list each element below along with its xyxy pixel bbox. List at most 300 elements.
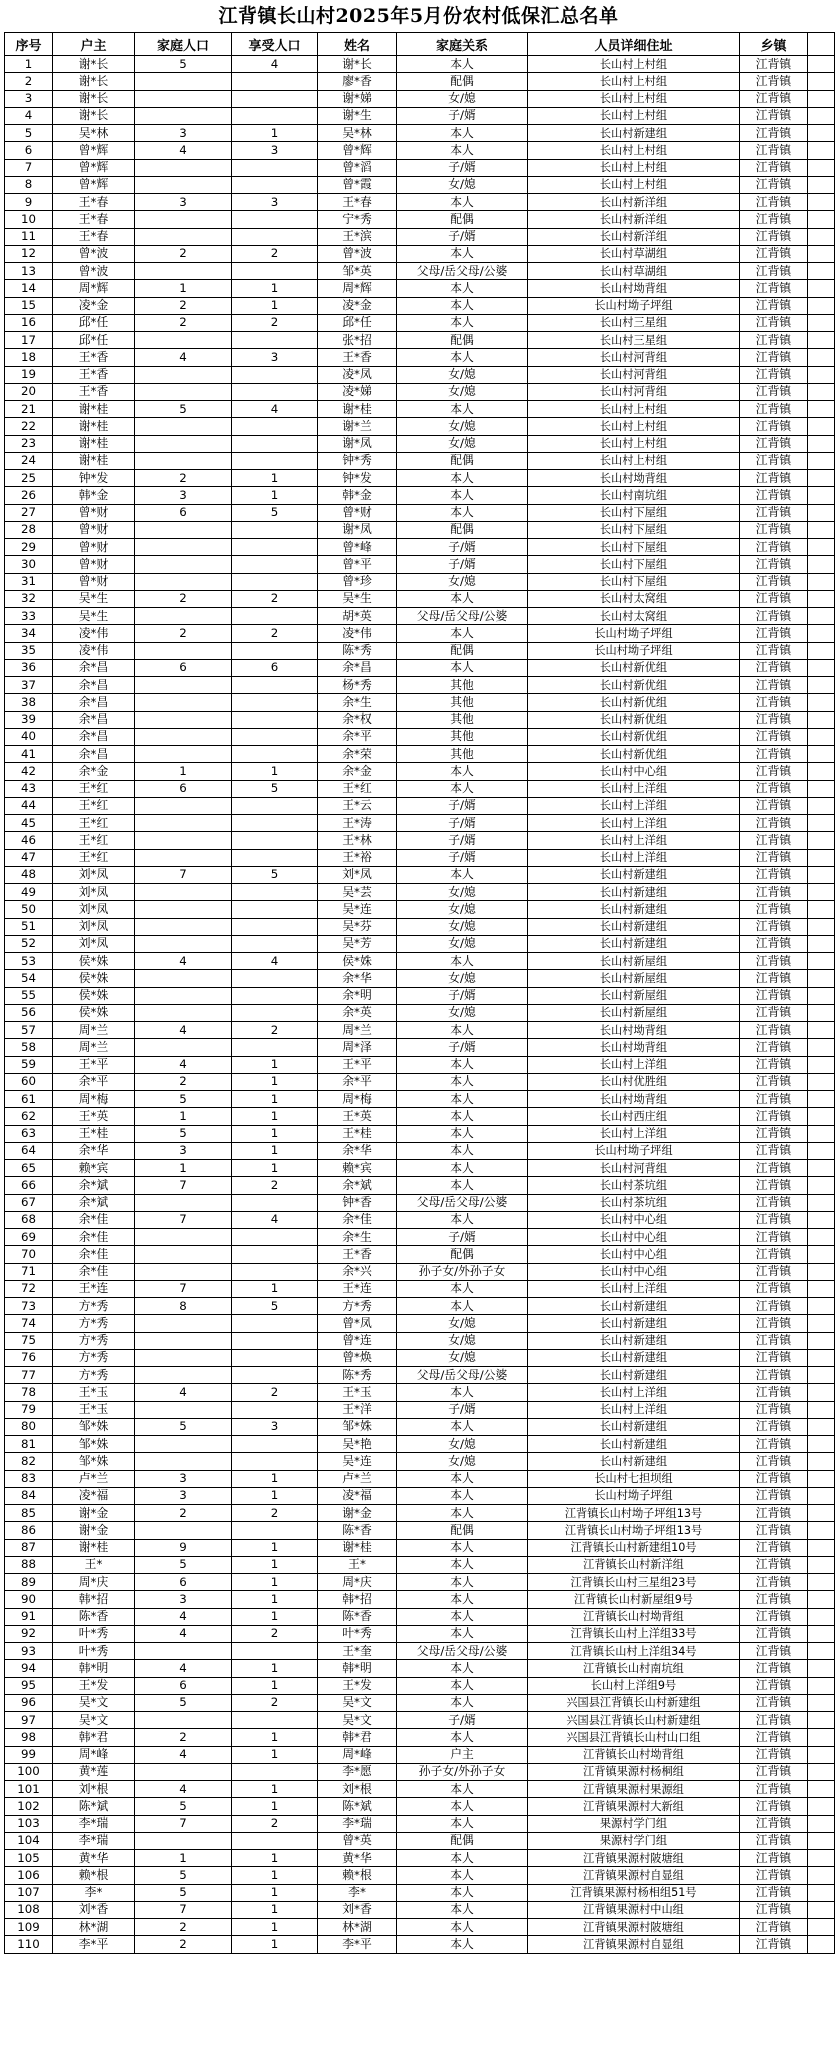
header-index: 序号 [5, 33, 53, 56]
cell-relation: 女/媳 [397, 1332, 528, 1349]
cell-relation: 本人 [397, 1280, 528, 1297]
cell-town: 江背镇 [740, 1142, 808, 1159]
cell-benefit-size: 1 [232, 487, 318, 504]
cell-relation: 本人 [397, 1591, 528, 1608]
cell-blank [808, 1211, 835, 1228]
cell-index: 109 [5, 1919, 53, 1936]
cell-name: 王*奎 [318, 1643, 397, 1660]
cell-benefit-size: 2 [232, 1694, 318, 1711]
cell-index: 19 [5, 366, 53, 383]
cell-benefit-size [232, 797, 318, 814]
cell-index: 32 [5, 590, 53, 607]
cell-name: 余*平 [318, 728, 397, 745]
cell-benefit-size [232, 211, 318, 228]
cell-index: 36 [5, 659, 53, 676]
cell-householder: 曾*财 [53, 539, 135, 556]
table-row [5, 1315, 835, 1332]
cell-blank [808, 56, 835, 73]
cell-town: 江背镇 [740, 452, 808, 469]
cell-family-size: 7 [135, 1901, 232, 1918]
cell-index: 69 [5, 1229, 53, 1246]
cell-name: 凌*金 [318, 297, 397, 314]
table-row [5, 1815, 835, 1832]
cell-householder: 王*春 [53, 228, 135, 245]
cell-householder: 卢*兰 [53, 1470, 135, 1487]
cell-address: 果源村学门组 [528, 1815, 740, 1832]
cell-name: 谢*桂 [318, 401, 397, 418]
cell-address: 长山村下屋组 [528, 521, 740, 538]
cell-town: 江背镇 [740, 194, 808, 211]
cell-address: 长山村三星组 [528, 332, 740, 349]
cell-index: 92 [5, 1625, 53, 1642]
cell-address: 长山村下屋组 [528, 556, 740, 573]
cell-householder: 王*连 [53, 1280, 135, 1297]
cell-town: 江背镇 [740, 694, 808, 711]
cell-town: 江背镇 [740, 970, 808, 987]
cell-town: 江背镇 [740, 849, 808, 866]
cell-town: 江背镇 [740, 1677, 808, 1694]
cell-relation: 子/婿 [397, 832, 528, 849]
header-relation: 家庭关系 [397, 33, 528, 56]
cell-family-size [135, 228, 232, 245]
header-row [5, 33, 835, 56]
cell-blank [808, 1832, 835, 1849]
cell-family-size: 9 [135, 1539, 232, 1556]
cell-address: 长山村上村组 [528, 159, 740, 176]
cell-householder: 曾*财 [53, 556, 135, 573]
cell-address: 长山村上洋组9号 [528, 1677, 740, 1694]
table-row [5, 884, 835, 901]
cell-index: 16 [5, 314, 53, 331]
table-row [5, 452, 835, 469]
cell-address: 长山村新建组 [528, 901, 740, 918]
cell-name: 王*云 [318, 797, 397, 814]
cell-family-size [135, 435, 232, 452]
cell-address: 长山村茶坑组 [528, 1194, 740, 1211]
cell-blank [808, 1556, 835, 1573]
cell-town: 江背镇 [740, 573, 808, 590]
cell-benefit-size [232, 677, 318, 694]
cell-householder: 谢*桂 [53, 435, 135, 452]
cell-relation: 女/媳 [397, 1436, 528, 1453]
cell-benefit-size [232, 1712, 318, 1729]
cell-town: 江背镇 [740, 642, 808, 659]
cell-householder: 谢*金 [53, 1505, 135, 1522]
cell-relation: 配偶 [397, 1246, 528, 1263]
cell-town: 江背镇 [740, 1660, 808, 1677]
cell-blank [808, 1073, 835, 1090]
cell-name: 谢*桂 [318, 1539, 397, 1556]
cell-address: 长山村草湖组 [528, 263, 740, 280]
cell-benefit-size [232, 435, 318, 452]
cell-benefit-size: 2 [232, 590, 318, 607]
cell-householder: 余*佳 [53, 1246, 135, 1263]
cell-family-size: 3 [135, 1142, 232, 1159]
cell-name: 曾*凤 [318, 1315, 397, 1332]
cell-relation: 女/媳 [397, 176, 528, 193]
cell-benefit-size [232, 1436, 318, 1453]
cell-householder: 周*兰 [53, 1039, 135, 1056]
table-row [5, 176, 835, 193]
cell-town: 江背镇 [740, 780, 808, 797]
cell-name: 吴*艳 [318, 1436, 397, 1453]
cell-blank [808, 211, 835, 228]
cell-benefit-size: 1 [232, 1108, 318, 1125]
cell-relation: 本人 [397, 1125, 528, 1142]
cell-householder: 王*春 [53, 211, 135, 228]
cell-family-size [135, 418, 232, 435]
table-row [5, 1746, 835, 1763]
cell-town: 江背镇 [740, 1505, 808, 1522]
cell-town: 江背镇 [740, 125, 808, 142]
cell-index: 44 [5, 797, 53, 814]
table-row [5, 987, 835, 1004]
cell-name: 吴*连 [318, 1453, 397, 1470]
cell-benefit-size [232, 418, 318, 435]
table-row [5, 1625, 835, 1642]
cell-name: 曾*平 [318, 556, 397, 573]
cell-index: 1 [5, 56, 53, 73]
cell-family-size [135, 383, 232, 400]
cell-relation: 父母/岳父母/公婆 [397, 263, 528, 280]
table-row [5, 1384, 835, 1401]
cell-name: 余*佳 [318, 1211, 397, 1228]
cell-family-size [135, 107, 232, 124]
table-row [5, 90, 835, 107]
cell-relation: 本人 [397, 142, 528, 159]
cell-householder: 曾*辉 [53, 142, 135, 159]
cell-blank [808, 1229, 835, 1246]
cell-address: 江背镇长山村三星组23号 [528, 1574, 740, 1591]
cell-family-size: 3 [135, 125, 232, 142]
cell-town: 江背镇 [740, 401, 808, 418]
cell-name: 王*香 [318, 1246, 397, 1263]
cell-relation: 本人 [397, 1884, 528, 1901]
cell-address: 长山村新建组 [528, 1298, 740, 1315]
cell-blank [808, 677, 835, 694]
cell-blank [808, 1315, 835, 1332]
table-row [5, 953, 835, 970]
cell-name: 曾*波 [318, 245, 397, 262]
cell-benefit-size [232, 987, 318, 1004]
cell-benefit-size [232, 1315, 318, 1332]
cell-benefit-size: 1 [232, 763, 318, 780]
cell-householder: 余*华 [53, 1142, 135, 1159]
cell-name: 余*生 [318, 694, 397, 711]
cell-householder: 曾*财 [53, 504, 135, 521]
cell-index: 77 [5, 1367, 53, 1384]
cell-index: 26 [5, 487, 53, 504]
cell-index: 99 [5, 1746, 53, 1763]
cell-blank [808, 728, 835, 745]
cell-relation: 本人 [397, 1177, 528, 1194]
cell-name: 曾*珍 [318, 573, 397, 590]
cell-family-size: 5 [135, 1867, 232, 1884]
table-row [5, 711, 835, 728]
cell-index: 48 [5, 866, 53, 883]
cell-blank [808, 901, 835, 918]
cell-name: 韩*明 [318, 1660, 397, 1677]
cell-blank [808, 297, 835, 314]
cell-town: 江背镇 [740, 1574, 808, 1591]
cell-blank [808, 314, 835, 331]
table-row [5, 1919, 835, 1936]
cell-householder: 吴*林 [53, 125, 135, 142]
cell-address: 兴国县江背镇长山村山口组 [528, 1729, 740, 1746]
cell-blank [808, 1177, 835, 1194]
cell-relation: 女/媳 [397, 918, 528, 935]
cell-index: 31 [5, 573, 53, 590]
cell-family-size: 4 [135, 1056, 232, 1073]
cell-name: 黄*华 [318, 1850, 397, 1867]
cell-index: 55 [5, 987, 53, 1004]
cell-householder: 邹*姝 [53, 1418, 135, 1435]
cell-address: 长山村上村组 [528, 452, 740, 469]
cell-address: 江背镇果源村陂塘组 [528, 1850, 740, 1867]
cell-address: 长山村南坑组 [528, 487, 740, 504]
cell-address: 长山村坳背组 [528, 280, 740, 297]
cell-town: 江背镇 [740, 1798, 808, 1815]
cell-relation: 配偶 [397, 521, 528, 538]
cell-householder: 刘*凤 [53, 901, 135, 918]
cell-town: 江背镇 [740, 73, 808, 90]
cell-name: 陈*秀 [318, 642, 397, 659]
cell-blank [808, 487, 835, 504]
cell-family-size: 3 [135, 1470, 232, 1487]
cell-relation: 配偶 [397, 332, 528, 349]
cell-town: 江背镇 [740, 159, 808, 176]
table-row [5, 780, 835, 797]
cell-blank [808, 1677, 835, 1694]
cell-name: 王*洋 [318, 1401, 397, 1418]
cell-relation: 子/婿 [397, 107, 528, 124]
cell-town: 江背镇 [740, 625, 808, 642]
cell-family-size: 2 [135, 470, 232, 487]
cell-householder: 方*秀 [53, 1349, 135, 1366]
cell-name: 周*兰 [318, 1022, 397, 1039]
cell-address: 长山村中心组 [528, 1263, 740, 1280]
cell-blank [808, 452, 835, 469]
table-row [5, 797, 835, 814]
cell-family-size: 7 [135, 866, 232, 883]
cell-index: 57 [5, 1022, 53, 1039]
cell-address: 长山村优胜组 [528, 1073, 740, 1090]
cell-relation: 配偶 [397, 1522, 528, 1539]
cell-blank [808, 176, 835, 193]
cell-town: 江背镇 [740, 1280, 808, 1297]
table-row [5, 1470, 835, 1487]
table-row [5, 418, 835, 435]
cell-relation: 本人 [397, 1798, 528, 1815]
table-row [5, 1884, 835, 1901]
cell-householder: 谢*金 [53, 1522, 135, 1539]
cell-blank [808, 1781, 835, 1798]
table-row [5, 1781, 835, 1798]
cell-benefit-size: 1 [232, 1160, 318, 1177]
cell-address: 长山村新洋组 [528, 228, 740, 245]
cell-name: 邹*姝 [318, 1418, 397, 1435]
cell-index: 53 [5, 953, 53, 970]
cell-relation: 子/婿 [397, 1401, 528, 1418]
cell-name: 余*昌 [318, 659, 397, 676]
cell-address: 长山村坳背组 [528, 1022, 740, 1039]
cell-family-size: 3 [135, 194, 232, 211]
cell-name: 王*红 [318, 780, 397, 797]
cell-town: 江背镇 [740, 470, 808, 487]
cell-blank [808, 1367, 835, 1384]
cell-benefit-size: 1 [232, 1884, 318, 1901]
cell-family-size [135, 556, 232, 573]
cell-index: 50 [5, 901, 53, 918]
cell-family-size: 6 [135, 1677, 232, 1694]
cell-householder: 邹*姝 [53, 1453, 135, 1470]
cell-name: 余*明 [318, 987, 397, 1004]
cell-family-size [135, 90, 232, 107]
cell-benefit-size [232, 1039, 318, 1056]
cell-address: 兴国县江背镇长山村新建组 [528, 1712, 740, 1729]
cell-relation: 女/媳 [397, 970, 528, 987]
cell-householder: 余*平 [53, 1073, 135, 1090]
cell-name: 余*生 [318, 1229, 397, 1246]
cell-name: 赖*根 [318, 1867, 397, 1884]
cell-index: 83 [5, 1470, 53, 1487]
cell-index: 105 [5, 1850, 53, 1867]
cell-name: 李* [318, 1884, 397, 1901]
cell-relation: 父母/岳父母/公婆 [397, 608, 528, 625]
cell-name: 王*发 [318, 1677, 397, 1694]
cell-address: 长山村新建组 [528, 125, 740, 142]
cell-name: 陈*秀 [318, 1367, 397, 1384]
cell-address: 长山村上洋组 [528, 1401, 740, 1418]
cell-address: 长山村上洋组 [528, 1056, 740, 1073]
table-row [5, 1591, 835, 1608]
cell-address: 长山村西庄组 [528, 1108, 740, 1125]
cell-benefit-size [232, 1643, 318, 1660]
cell-householder: 王*红 [53, 797, 135, 814]
cell-relation: 配偶 [397, 1832, 528, 1849]
table-row [5, 1039, 835, 1056]
cell-index: 39 [5, 711, 53, 728]
cell-town: 江背镇 [740, 1901, 808, 1918]
cell-householder: 侯*姝 [53, 987, 135, 1004]
cell-benefit-size [232, 332, 318, 349]
cell-address: 长山村下屋组 [528, 573, 740, 590]
cell-blank [808, 1522, 835, 1539]
cell-town: 江背镇 [740, 1229, 808, 1246]
cell-index: 12 [5, 245, 53, 262]
cell-householder: 王*英 [53, 1108, 135, 1125]
cell-family-size [135, 521, 232, 538]
table-row [5, 1763, 835, 1780]
cell-relation: 女/媳 [397, 1315, 528, 1332]
cell-benefit-size: 2 [232, 1505, 318, 1522]
cell-householder: 吴*文 [53, 1712, 135, 1729]
cell-relation: 本人 [397, 1487, 528, 1504]
cell-index: 89 [5, 1574, 53, 1591]
cell-name: 王*春 [318, 194, 397, 211]
cell-index: 3 [5, 90, 53, 107]
cell-name: 韩*君 [318, 1729, 397, 1746]
cell-family-size [135, 815, 232, 832]
cell-family-size: 5 [135, 56, 232, 73]
cell-index: 29 [5, 539, 53, 556]
cell-blank [808, 797, 835, 814]
cell-relation: 其他 [397, 694, 528, 711]
cell-relation: 本人 [397, 625, 528, 642]
table-row [5, 1643, 835, 1660]
cell-blank [808, 1022, 835, 1039]
cell-relation: 本人 [397, 314, 528, 331]
cell-name: 卢*兰 [318, 1470, 397, 1487]
cell-name: 余*华 [318, 1142, 397, 1159]
cell-index: 10 [5, 211, 53, 228]
table-row [5, 1073, 835, 1090]
cell-blank [808, 1763, 835, 1780]
cell-name: 方*秀 [318, 1298, 397, 1315]
cell-family-size [135, 797, 232, 814]
cell-benefit-size [232, 694, 318, 711]
cell-householder: 刘*凤 [53, 918, 135, 935]
cell-address: 江背镇果源村杨桐组 [528, 1763, 740, 1780]
cell-householder: 刘*凤 [53, 935, 135, 952]
table-row [5, 1263, 835, 1280]
cell-blank [808, 1574, 835, 1591]
cell-family-size [135, 1643, 232, 1660]
cell-blank [808, 90, 835, 107]
cell-family-size: 3 [135, 1591, 232, 1608]
cell-householder: 钟*发 [53, 470, 135, 487]
cell-benefit-size: 2 [232, 1384, 318, 1401]
cell-family-size: 6 [135, 780, 232, 797]
cell-town: 江背镇 [740, 539, 808, 556]
cell-index: 22 [5, 418, 53, 435]
cell-blank [808, 401, 835, 418]
cell-address: 长山村上村组 [528, 418, 740, 435]
cell-householder: 曾*波 [53, 245, 135, 262]
cell-name: 曾*峰 [318, 539, 397, 556]
cell-town: 江背镇 [740, 1177, 808, 1194]
table-row [5, 1487, 835, 1504]
cell-name: 李*瑞 [318, 1815, 397, 1832]
cell-address: 长山村新建组 [528, 918, 740, 935]
cell-householder: 余*金 [53, 763, 135, 780]
table-row [5, 1608, 835, 1625]
cell-town: 江背镇 [740, 56, 808, 73]
cell-householder: 余*斌 [53, 1194, 135, 1211]
cell-relation: 本人 [397, 1298, 528, 1315]
cell-index: 13 [5, 263, 53, 280]
cell-relation: 本人 [397, 1919, 528, 1936]
cell-benefit-size: 1 [232, 1591, 318, 1608]
cell-relation: 子/婿 [397, 556, 528, 573]
cell-name: 谢*长 [318, 56, 397, 73]
cell-town: 江背镇 [740, 1022, 808, 1039]
cell-index: 72 [5, 1280, 53, 1297]
cell-address: 长山村中心组 [528, 1229, 740, 1246]
cell-family-size [135, 1246, 232, 1263]
cell-relation: 本人 [397, 56, 528, 73]
cell-address: 长山村新建组 [528, 866, 740, 883]
cell-name: 刘*凤 [318, 866, 397, 883]
cell-family-size: 2 [135, 1919, 232, 1936]
cell-relation: 本人 [397, 1056, 528, 1073]
table-row [5, 935, 835, 952]
cell-family-size [135, 987, 232, 1004]
cell-blank [808, 573, 835, 590]
table-row [5, 659, 835, 676]
cell-blank [808, 815, 835, 832]
cell-family-size [135, 849, 232, 866]
